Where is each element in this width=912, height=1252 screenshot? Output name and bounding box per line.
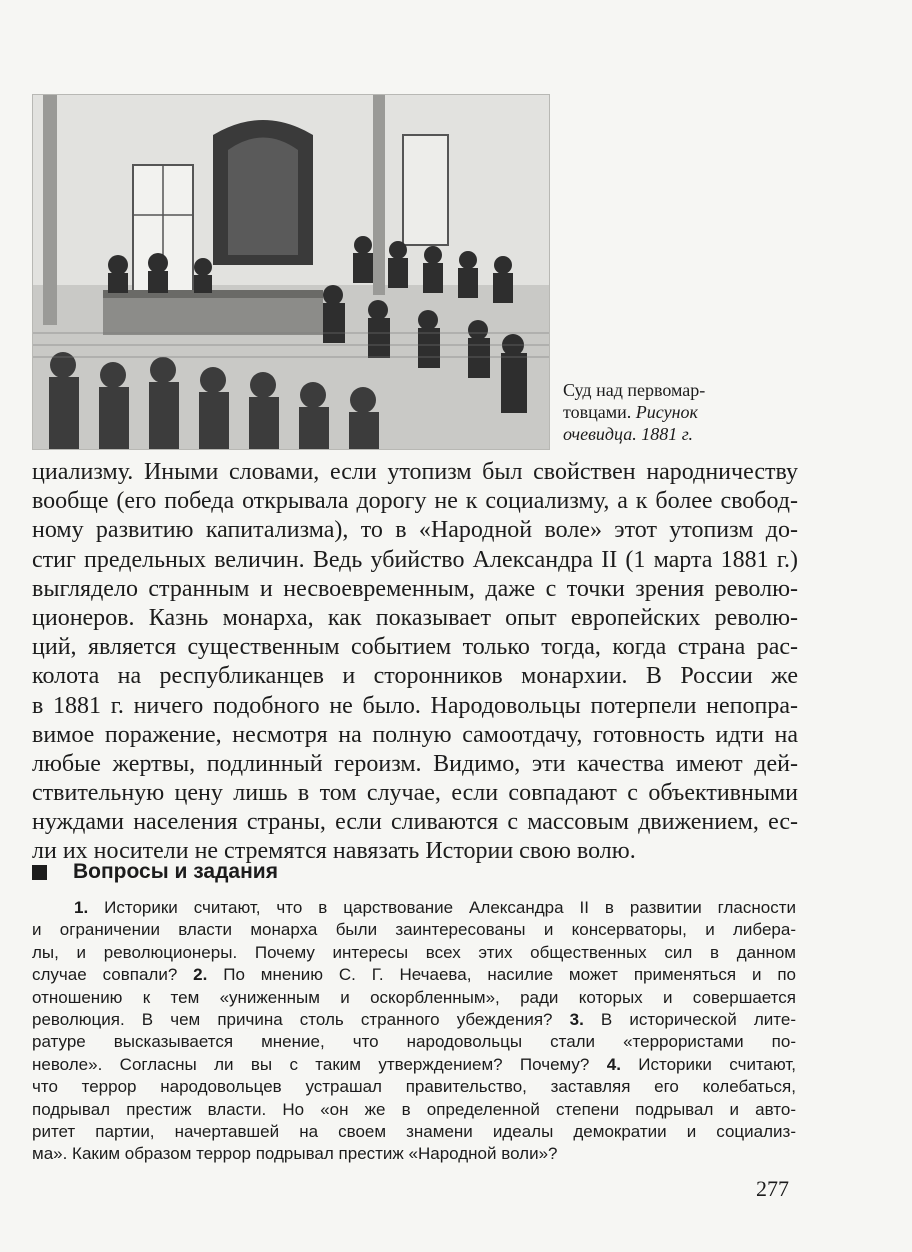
- main-text: [32, 458, 798, 867]
- text-line: ствительную цену лишь в том случае, если совпадают с объективными: [32, 780, 798, 807]
- caption-line: очевидца. 1881 г.: [563, 424, 694, 444]
- figure-caption: [563, 379, 753, 445]
- caption-line: товцами. Рисунок: [563, 402, 698, 422]
- question-line: революция. В чем причина столь странного убеждения? 3. В исторической лите-: [32, 1009, 796, 1029]
- question-line: и ограничении власти монарха были заинтересованы и консерваторы, и либера-: [32, 920, 796, 940]
- text-line: ли их носители не стремятся навязать Истории свою волю.: [32, 838, 636, 865]
- caption-line: Суд над первомар-: [563, 380, 706, 400]
- question-line: лы, и революционеры. Почему интересы всех этих общественных сил в данном: [32, 942, 796, 962]
- text-line: колота на республиканцев и сторонников монархии. В России же: [32, 663, 798, 690]
- question-line: отношению к тем «униженным и оскорбленным», ради которых и совершается: [32, 987, 796, 1007]
- engraving-picture: [33, 95, 549, 449]
- text-line: любые жертвы, подлинный героизм. Видимо, эти качества имеют дей-: [32, 750, 798, 777]
- text-line: вообще (его победа открывала дорогу не к социализму, а к более свобод-: [32, 488, 798, 515]
- text-line: вимое поражение, несмотря на полную самоотдачу, готовность идти на: [32, 721, 798, 748]
- square-bullet-icon: [32, 865, 47, 880]
- text-line: ному развитию капитализма), то в «Народной воле» этот утопизм до-: [32, 517, 798, 544]
- question-line: неволе». Согласны ли вы с таким утверждением? Почему? 4. Историки считают,: [32, 1054, 796, 1074]
- section-title: Вопросы и задания: [73, 860, 278, 883]
- text-line: в 1881 г. ничего подобного не было. Народовольцы потерпели непопра-: [32, 692, 798, 719]
- question-line: 1. Историки считают, что в царствование Александра II в развитии гласности: [74, 898, 796, 917]
- text-line: нуждами населения страны, если сливаются с массовым движением, ес-: [32, 809, 798, 836]
- question-line: ритет партии, начертавшей на своем знамени идеалы демократии и социализ-: [32, 1121, 796, 1141]
- question-line: подрывал престиж власти. Но «он же в определенной степени подрывал и авто-: [32, 1099, 796, 1119]
- text-line: стиг предельных величин. Ведь убийство Александра II (1 марта 1881 г.): [32, 546, 798, 573]
- question-line: ратуре высказывается мнение, что народовольцы стали «террористами по-: [32, 1032, 796, 1052]
- text-line: выглядело странным и несвоевременным, даже с точки зрения револю-: [32, 575, 798, 602]
- questions-block: [32, 897, 796, 1166]
- text-line: циализму. Иными словами, если утопизм был свойствен народничеству: [32, 459, 798, 485]
- question-line: случае совпали? 2. По мнению С. Г. Нечаева, насилие может применяться и по: [32, 965, 796, 985]
- question-line: что террор народовольцев устрашал правительство, заставляя его колебаться,: [32, 1077, 796, 1097]
- page-number: 277: [756, 1176, 789, 1201]
- court-illustration: [32, 94, 550, 450]
- section-heading: [32, 860, 278, 884]
- text-line: ционеров. Казнь монарха, как показывает опыт европейских револю-: [32, 604, 798, 631]
- question-line: ма». Каким образом террор подрывал престиж «Народной воли»?: [32, 1144, 558, 1164]
- text-line: ций, является существенным событием только тогда, когда страна рас-: [32, 634, 798, 661]
